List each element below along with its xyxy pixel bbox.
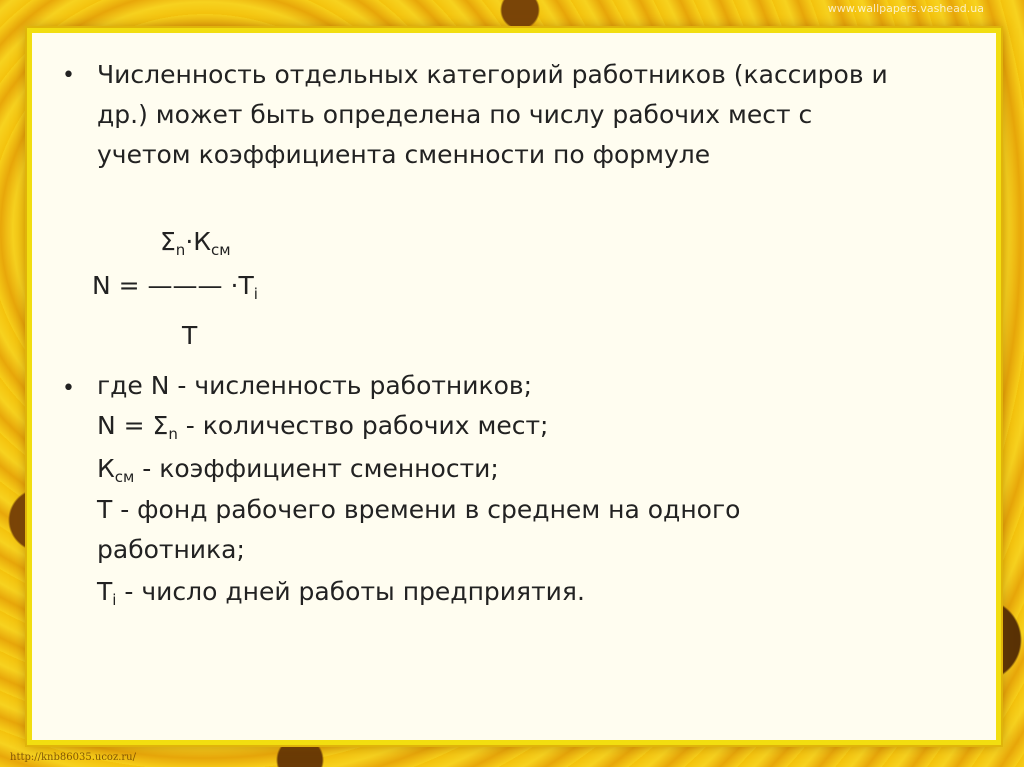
definition-line-4: T - фонд рабочего времени в среднем на одного [97,495,741,524]
bullet-icon: • [62,63,75,88]
bottom-watermark: http://knb86035.ucoz.ru/ [10,752,136,763]
definition-line-6-subscript: i [112,591,117,609]
formula-rhs: ·T [222,271,254,300]
definition-line-3-subscript: см [114,468,135,486]
formula-denominator: T [182,321,198,350]
sigma-symbol: Σ [160,227,176,256]
definition-line-2-end: - количество рабочих мест; [177,411,549,440]
top-watermark: www.wallpapers.vashead.ua [827,2,984,15]
definition-line-3-start: К [97,454,115,483]
intro-line-1: Численность отдельных категорий работников (кассиров и [97,60,888,89]
intro-line-2: др.) может быть определена по числу рабочих мест с [97,100,813,129]
numerator-k-subscript: см [211,241,231,259]
intro-line-3: учетом коэффициента сменности по формуле [97,140,711,169]
definition-line-2 [97,406,548,454]
formula-lhs: N = [92,271,148,300]
formula-main-line [92,266,258,314]
definition-line-5: работника; [97,535,245,564]
numerator-k: ·К [185,227,212,256]
bullet-icon: • [62,376,75,401]
formula-rhs-subscript: i [253,285,258,303]
definition-line-2-subscript: n [168,425,178,443]
definition-line-2-start: N = Σ [97,411,169,440]
definition-line-6-end: - число дней работы предприятия. [116,577,585,606]
definition-line-1: где N - численность работников; [97,371,533,400]
definition-line-6 [97,572,585,620]
numerator-sigma-subscript: n [175,241,186,259]
definition-line-3-end: - коэффициент сменности; [134,454,499,483]
fraction-bar: ——— [147,271,223,300]
definition-line-6-start: T [97,577,113,606]
formula-numerator [160,222,231,270]
